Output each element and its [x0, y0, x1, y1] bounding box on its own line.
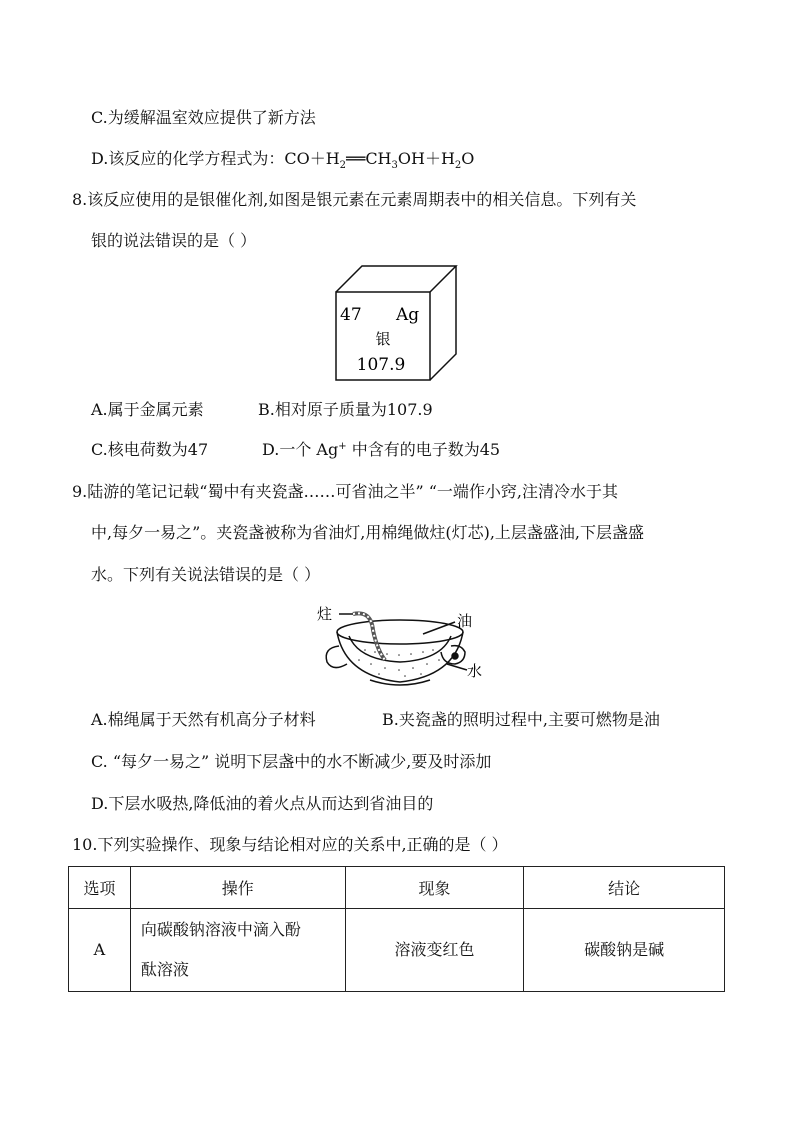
q7-option-d-end: O — [461, 149, 475, 168]
q8-option-b: B.相对原子质量为107.9 — [258, 400, 433, 419]
label-oil: 油 — [457, 612, 473, 630]
q9-option-d: D.下层水吸热,降低油的着火点从而达到省油目的 — [91, 794, 434, 813]
header-option: 选项 — [69, 867, 131, 909]
q7-option-d-sub1: 2 — [339, 160, 347, 172]
cell-option: A — [69, 909, 131, 992]
q10-stem: 10.下列实验操作、现象与结论相对应的关系中,正确的是（ ） — [72, 835, 508, 854]
element-atomic-number: 47 — [340, 305, 362, 325]
q10-table — [68, 866, 725, 992]
q7-option-d-mid: OH＋H — [397, 149, 455, 168]
oil-lamp-figure — [315, 600, 485, 692]
q9-option-c: C. “每夕一易之” 说明下层盏中的水不断减少,要及时添加 — [91, 752, 492, 771]
label-wick: 炷 — [317, 605, 333, 623]
q7-option-d — [91, 149, 475, 172]
q7-option-c: C.为缓解温室效应提供了新方法 — [91, 108, 316, 127]
element-name: 银 — [375, 330, 391, 348]
cell-phenomenon: 溶液变红色 — [345, 909, 524, 992]
lamp-rim — [337, 620, 463, 644]
q7-option-d-sub3: 2 — [454, 160, 462, 172]
lamp-inner-bowl — [349, 636, 451, 662]
q8-stem-line2: 银的说法错误的是（ ） — [91, 231, 257, 250]
q8-option-a: A.属于金属元素 — [91, 400, 204, 419]
q7-option-d-sub2: 3 — [391, 160, 398, 172]
silver-element-cell-figure — [330, 262, 462, 386]
q8-option-d-prefix: D.一个 Ag — [262, 440, 339, 459]
lamp-outer-bowl — [337, 632, 463, 682]
q7-option-d-text: D.该反应的化学方程式为：CO＋H — [91, 149, 340, 168]
cell-conclusion: 碳酸钠是碱 — [524, 909, 725, 992]
label-water: 水 — [467, 662, 483, 680]
leader-water — [447, 664, 467, 670]
lamp-spout-hole — [452, 653, 458, 659]
cube-top-face — [336, 266, 456, 292]
q9-option-b: B.夹瓷盏的照明过程中,主要可燃物是油 — [382, 710, 660, 729]
header-conclusion: 结论 — [524, 867, 725, 909]
q8-option-d — [262, 440, 500, 463]
element-symbol: Ag — [396, 305, 420, 325]
q8-stem-line1: 8.该反应使用的是银催化剂,如图是银元素在元素周期表中的相关信息。下列有关 — [72, 190, 637, 209]
q7-option-d-eq: ══CH — [346, 149, 392, 168]
q9-stem-line2: 中,每夕一易之”。夹瓷盏被称为省油灯,用棉绳做炷(灯芯),上层盏盛油,下层盏盛 — [91, 523, 645, 542]
table-header-row — [69, 867, 725, 909]
q8-option-d-suffix: 中含有的电子数为45 — [346, 440, 501, 459]
q9-stem-line3: 水。下列有关说法错误的是（ ） — [91, 565, 321, 584]
header-phenomenon: 现象 — [345, 867, 524, 909]
lamp-handle-left — [326, 646, 347, 668]
element-atomic-mass: 107.9 — [356, 355, 406, 375]
cell-operation — [130, 909, 345, 992]
q8-option-d-charge: + — [338, 441, 347, 452]
table-row — [69, 909, 725, 992]
cell-operation-line1: 向碳酸钠溶液中滴入酚 — [140, 920, 301, 939]
header-operation: 操作 — [130, 867, 345, 909]
cube-side-face — [430, 266, 456, 380]
q9-option-a: A.棉绳属于天然有机高分子材料 — [91, 710, 316, 729]
leader-oil — [423, 622, 455, 634]
cell-operation-line2: 酞溶液 — [140, 960, 189, 979]
q8-option-c: C.核电荷数为47 — [91, 440, 209, 459]
q9-stem-line1: 9.陆游的笔记记载“蜀中有夹瓷盏……可省油之半” “一端作小窍,注清冷水于其 — [72, 482, 618, 501]
